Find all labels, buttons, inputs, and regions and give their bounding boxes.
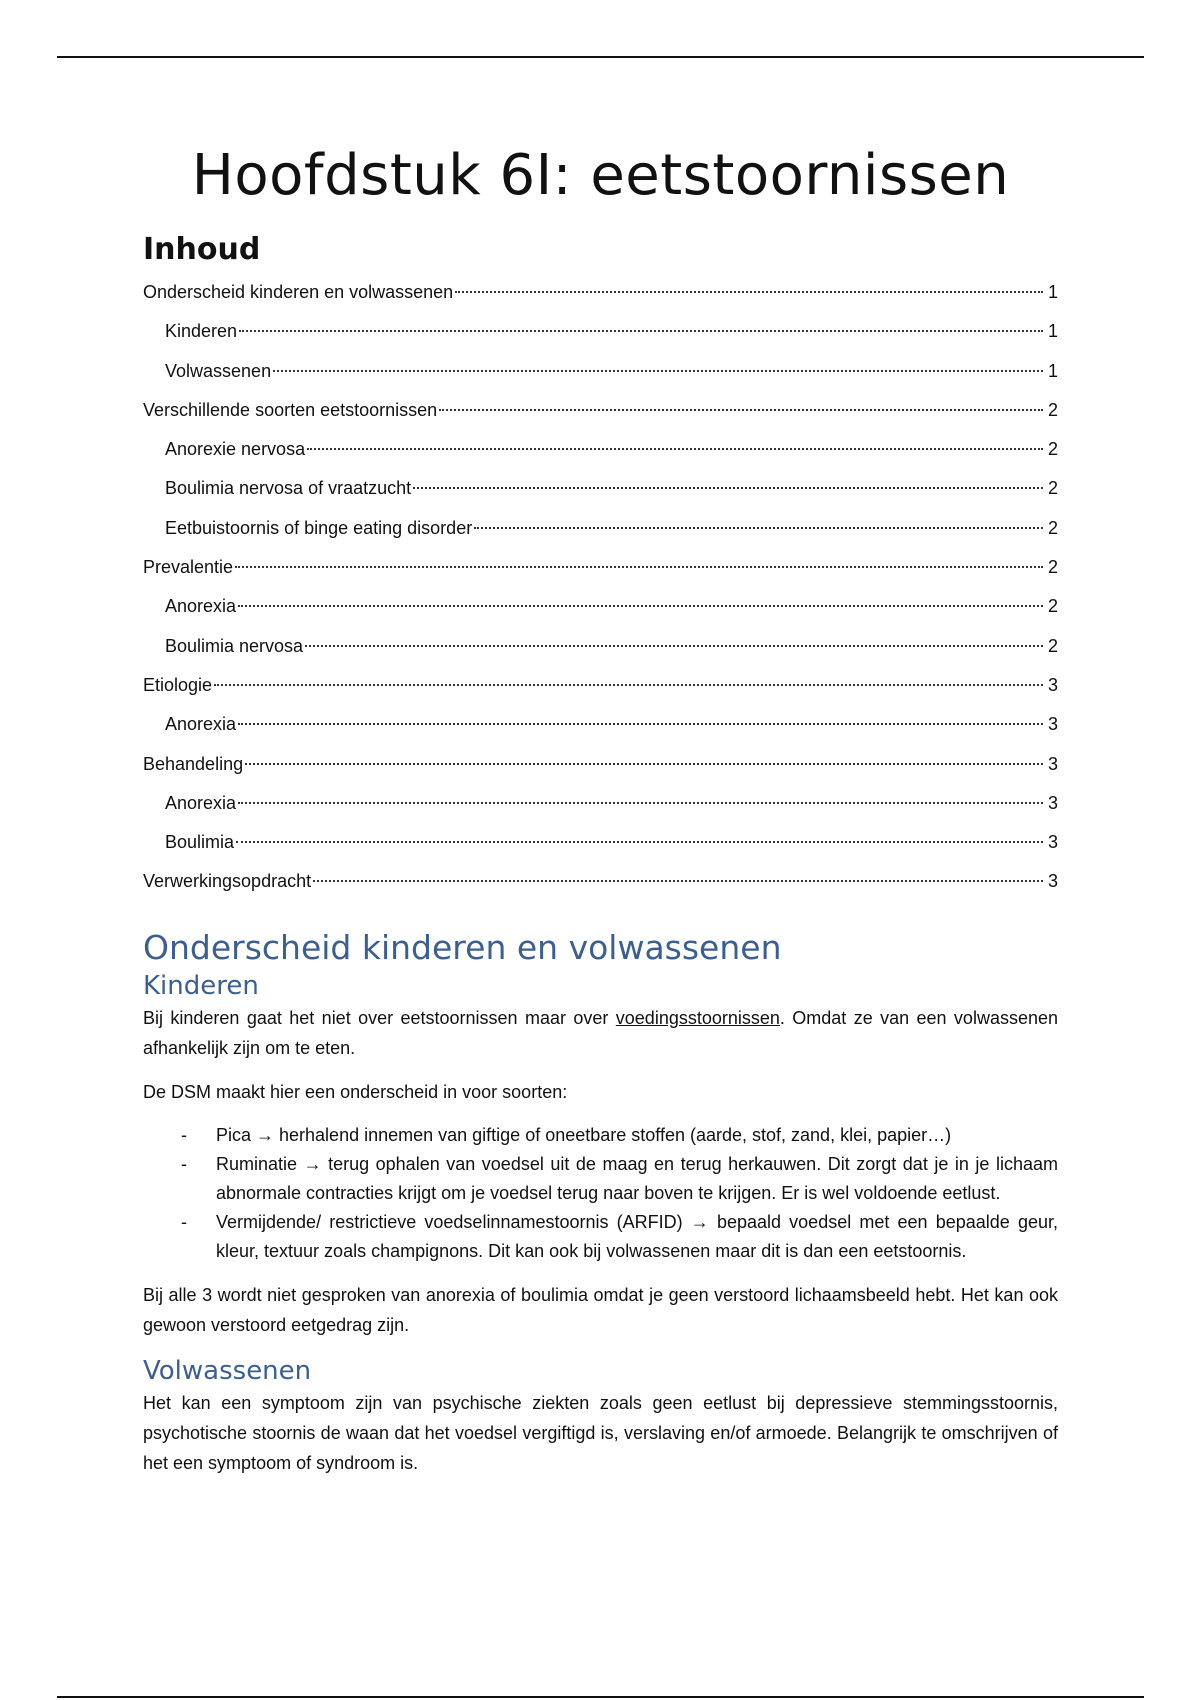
volwassenen-paragraph: Het kan een symptoom zijn van psychische ziekten zoals geen eetlust bij depressieve stemmingsstoornis, psychotische stoornis de waan dat het voedsel vergiftigd is, verslaving en/of armoede. Belangrijk te omschrijven of het een symptoom of syndroom is.	[143, 1392, 1058, 1473]
voedingsstoornissen-term: voedingsstoornissen	[615, 1007, 780, 1028]
toc-leader-dots	[305, 645, 1043, 647]
toc-entry-label: Boulimia nervosa	[165, 635, 304, 656]
toc-leader-dots	[273, 370, 1043, 372]
toc-entry[interactable]	[143, 869, 1058, 908]
dash-bullet: -	[181, 1211, 187, 1232]
toc-entry[interactable]	[143, 634, 1058, 673]
toc-entry[interactable]	[143, 437, 1058, 476]
list-item-text: Vermijdende/ restrictieve voedselinnamestoornis (ARFID) → bepaald voedsel met een bepaalde geur, kleur, textuur zoals champignons. Dit kan ook bij volwassenen maar dit is dan een eetstoornis.	[216, 1211, 1058, 1261]
toc-leader-dots	[413, 487, 1043, 489]
subsection-heading-volwassenen: Volwassenen	[143, 1355, 312, 1386]
kinderen-p1-text: Bij kinderen gaat het niet over eetstoornissen maar over	[143, 1007, 616, 1028]
dsm-list	[143, 1121, 1058, 1266]
toc-entry-label: Anorexia	[165, 714, 237, 735]
toc-entry[interactable]	[143, 594, 1058, 633]
toc-entry-page: 2	[1047, 439, 1058, 460]
toc-entry-label: Anorexia	[165, 596, 237, 617]
toc-entry-label: Anorexia	[165, 792, 237, 813]
toc-entry[interactable]	[143, 830, 1058, 869]
toc-entry-page: 1	[1047, 360, 1058, 381]
toc-entry-label: Behandeling	[143, 753, 244, 774]
toc-leader-dots	[474, 527, 1043, 529]
toc-entry-label: Volwassenen	[165, 360, 272, 381]
toc-entry[interactable]	[143, 752, 1058, 791]
toc-entry-page: 2	[1047, 478, 1058, 499]
toc-entry[interactable]	[143, 673, 1058, 712]
list-item	[143, 1150, 1058, 1208]
toc-leader-dots	[439, 409, 1043, 411]
toc-entry[interactable]	[143, 398, 1058, 437]
toc-leader-dots	[245, 763, 1043, 765]
toc-entry-page: 2	[1047, 399, 1058, 420]
table-of-contents	[143, 280, 1058, 909]
toc-entry-page: 2	[1047, 557, 1058, 578]
toc-entry-page: 3	[1047, 871, 1058, 892]
toc-leader-dots	[235, 566, 1043, 568]
toc-leader-dots	[455, 291, 1043, 293]
toc-leader-dots	[239, 330, 1043, 332]
dash-bullet: -	[181, 1153, 187, 1174]
toc-entry-label: Prevalentie	[143, 557, 234, 578]
toc-entry-page: 2	[1047, 517, 1058, 538]
toc-entry-label: Verschillende soorten eetstoornissen	[143, 399, 438, 420]
toc-entry-page: 3	[1047, 753, 1058, 774]
toc-entry-page: 2	[1047, 635, 1058, 656]
kinderen-p1-text-end: . Omdat ze van een volwassenen afhankelijk zijn om te eten.	[143, 1007, 1058, 1058]
subsection-heading-kinderen: Kinderen	[143, 970, 259, 1001]
toc-entry-label: Verwerkingsopdracht	[143, 871, 312, 892]
header-rule	[57, 56, 1144, 58]
toc-entry[interactable]	[143, 791, 1058, 830]
toc-leader-dots	[214, 684, 1043, 686]
toc-leader-dots	[313, 880, 1043, 882]
list-item-text: Pica → herhalend innemen van giftige of oneetbare stoffen (aarde, stof, zand, klei, papier…)	[216, 1124, 952, 1145]
toc-leader-dots	[238, 605, 1043, 607]
document-page	[143, 140, 1058, 1492]
toc-entry[interactable]	[143, 280, 1058, 319]
toc-entry-label: Etiologie	[143, 674, 213, 695]
toc-entry[interactable]	[143, 555, 1058, 594]
kinderen-paragraph-2: De DSM maakt hier een onderscheid in voor soorten:	[143, 1081, 568, 1102]
toc-leader-dots	[238, 802, 1043, 804]
toc-entry[interactable]	[143, 319, 1058, 358]
toc-heading: Inhoud	[143, 232, 261, 267]
toc-entry-page: 2	[1047, 596, 1058, 617]
document-title: Hoofdstuk 6I: eetstoornissen	[191, 143, 1010, 208]
toc-entry-label: Boulimia	[165, 832, 235, 853]
toc-entry-page: 1	[1047, 282, 1058, 302]
toc-entry[interactable]	[143, 359, 1058, 398]
section-heading-onderscheid: Onderscheid kinderen en volwassenen	[143, 927, 782, 967]
toc-entry[interactable]	[143, 516, 1058, 555]
toc-entry[interactable]	[143, 476, 1058, 515]
toc-entry-page: 3	[1047, 714, 1058, 735]
toc-leader-dots	[236, 841, 1043, 843]
toc-entry-page: 3	[1047, 674, 1058, 695]
toc-leader-dots	[307, 448, 1043, 450]
toc-entry-label: Boulimia nervosa of vraatzucht	[165, 478, 412, 499]
toc-entry-label: Onderscheid kinderen en volwassenen	[143, 282, 454, 302]
toc-entry-label: Kinderen	[165, 321, 238, 342]
footer-rule	[57, 1696, 1144, 1698]
toc-leader-dots	[238, 723, 1043, 725]
list-item	[143, 1121, 1058, 1150]
toc-entry-page: 3	[1047, 832, 1058, 853]
toc-entry-label: Anorexie nervosa	[165, 439, 306, 460]
toc-entry-page: 1	[1047, 321, 1058, 342]
list-item	[143, 1208, 1058, 1266]
kinderen-paragraph-1	[143, 1003, 1058, 1063]
toc-entry-page: 3	[1047, 792, 1058, 813]
list-item-text: Ruminatie → terug ophalen van voedsel uit de maag en terug herkauwen. Dit zorgt dat je in je lichaam abnormale contracties krijgt om je voedsel terug naar boven te krijgen. Er is wel voldoende eetlust.	[216, 1153, 1058, 1203]
toc-entry-label: Eetbuistoornis of binge eating disorder	[165, 517, 473, 538]
kinderen-paragraph-3: Bij alle 3 wordt niet gesproken van anorexia of boulimia omdat je geen verstoord lichaamsbeeld hebt. Het kan ook gewoon verstoord eetgedrag zijn.	[143, 1284, 1058, 1335]
dash-bullet: -	[181, 1124, 187, 1145]
toc-entry[interactable]	[143, 712, 1058, 751]
